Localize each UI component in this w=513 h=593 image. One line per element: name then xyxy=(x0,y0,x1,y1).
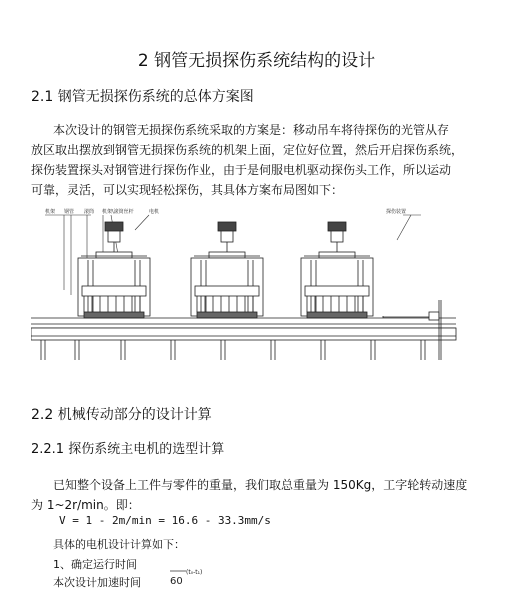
paragraph-line: 放区取出摆放到钢管无损探伤系统的机架上面，定位好位置，然后开启探伤系统， xyxy=(31,143,464,157)
chapter-title: 2 钢管无损探伤系统结构的设计 xyxy=(137,51,376,71)
frame-legs xyxy=(41,340,425,360)
probe-unit xyxy=(301,222,373,318)
figure-label: 钢管 xyxy=(64,209,75,215)
paragraph-line: 可靠，灵活，可以实现轻松探伤，其具体方案布局图如下： xyxy=(31,183,344,197)
system-layout-diagram xyxy=(31,200,461,380)
equation-subscript: (t₀-t₁) xyxy=(186,569,203,576)
figure-label: 滚筒 xyxy=(84,209,95,215)
step-1-label: 1、确定运行时间 xyxy=(53,558,137,571)
figure-label: 探伤装置 xyxy=(386,209,407,215)
velocity-formula: V = 1 - 2m/min = 16.6 - 33.3mm/s xyxy=(59,514,271,527)
probe-unit xyxy=(191,222,263,318)
paragraph-line: 已知整个设备上工件与零件的重量，我们取总重量为 150Kg，工字轮转动速度 xyxy=(53,478,468,492)
figure-label: 机架 xyxy=(45,209,56,215)
figure-label: 机架\滚筒丝杆 xyxy=(102,209,134,215)
section-heading-2-2: 2.2 机械传动部分的设计计算 xyxy=(31,407,212,423)
paragraph-line: 本次设计的钢管无损探伤系统采取的方案是：移动吊车将待探伤的光管从存 xyxy=(53,123,450,137)
figure-label: 电机 xyxy=(149,209,160,215)
section-heading-2-2-1: 2.2.1 探伤系统主电机的选型计算 xyxy=(31,442,225,457)
paragraph-line: 为 1~2r/min。即： xyxy=(31,498,140,512)
equation-denominator: 60 xyxy=(170,576,183,587)
accel-time-text: 本次设计加速时间 xyxy=(53,576,141,589)
equation-fragment xyxy=(160,566,220,590)
section-heading-2-1: 2.1 钢管无损探伤系统的总体方案图 xyxy=(31,89,254,105)
paragraph-line: 探伤装置探头对钢管进行探伤作业，由于是伺服电机驱动探伤头工作，所以运动 xyxy=(31,163,452,177)
motor-calc-intro: 具体的电机设计计算如下： xyxy=(53,538,185,551)
probe-unit xyxy=(78,222,150,318)
